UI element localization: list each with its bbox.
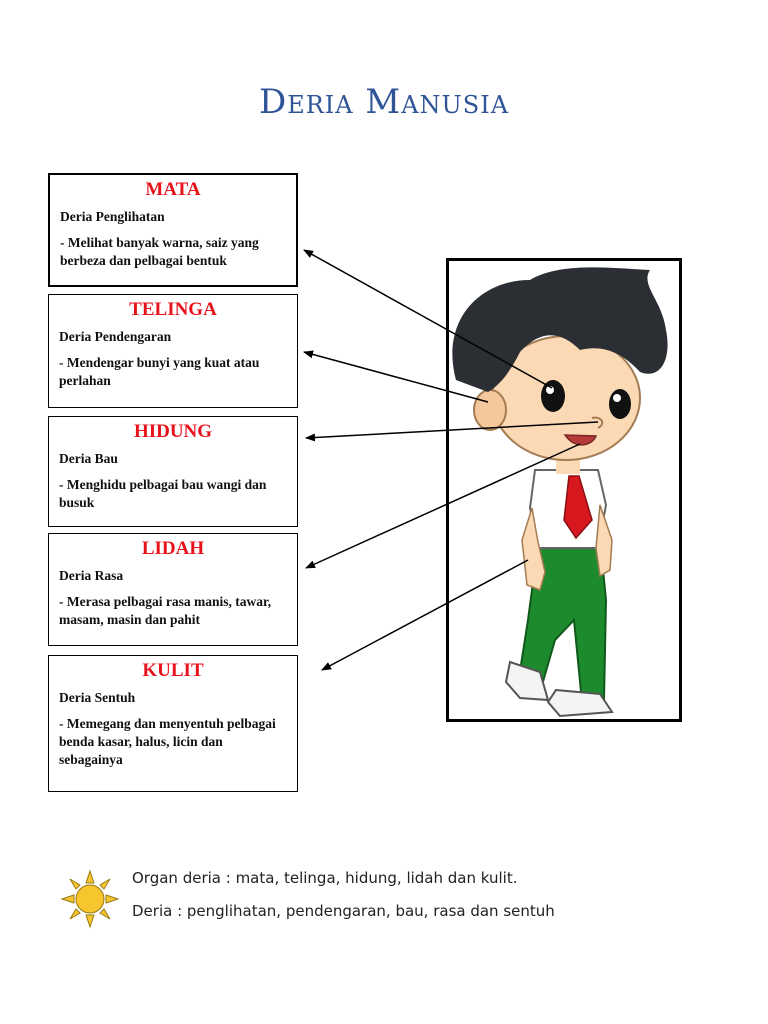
organ-heading: TELINGA (129, 299, 217, 320)
organ-heading: KULIT (142, 660, 204, 681)
sense-name: Deria Sentuh (59, 690, 136, 705)
sense-name: Deria Rasa (59, 568, 124, 583)
sense-description: - Mendengar bunyi yang kuat atau perlahan (59, 355, 260, 388)
sense-name: Deria Pendengaran (59, 329, 172, 344)
boy-ear (474, 390, 506, 430)
boy-eye-right (609, 389, 631, 419)
boy-eye-left (541, 380, 565, 412)
sun-icon (60, 869, 120, 929)
organ-heading: LIDAH (141, 538, 205, 559)
sense-description: - Memegang dan menyentuh pelbagai benda kasar, halus, licin dan sebagainya (59, 716, 276, 767)
sense-description: - Melihat banyak warna, saiz yang berbeza dan pelbagai bentuk (60, 235, 259, 268)
sense-name: Deria Bau (59, 451, 118, 466)
arrow-kulit (322, 560, 528, 670)
sense-description: - Merasa pelbagai rasa manis, tawar, masam, masin dan pahit (59, 594, 272, 627)
page-title: Deria Manusia (258, 82, 510, 122)
boy-arm-right (596, 505, 612, 576)
organ-heading: HIDUNG (133, 421, 213, 442)
organ-heading: MATA (145, 179, 201, 200)
boy-illustration (452, 267, 667, 716)
sense-name: Deria Penglihatan (60, 209, 165, 224)
sense-description: - Menghidu pelbagai bau wangi dan busuk (59, 477, 267, 510)
summary-senses: Deria : penglihatan, pendengaran, bau, rasa dan sentuh (132, 902, 555, 920)
summary-organs: Organ deria : mata, telinga, hidung, lidah dan kulit. (132, 869, 518, 887)
